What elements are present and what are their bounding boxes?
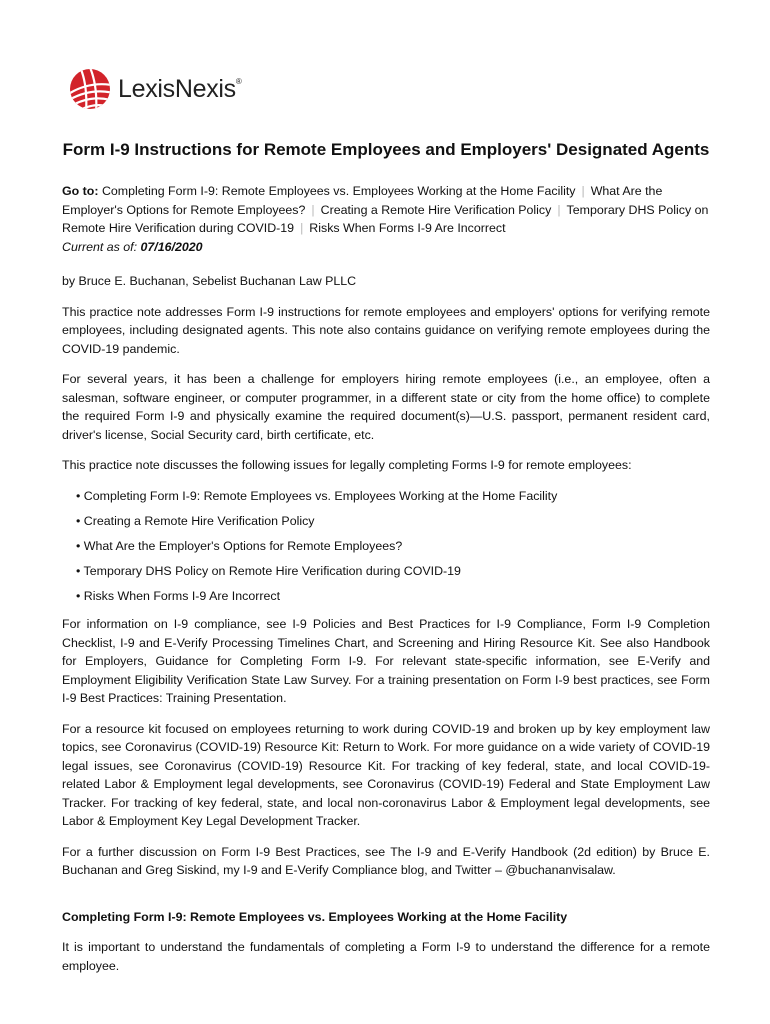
goto-link-employer-options[interactable]: What Are the Employer's Options for Remote Employees? [62, 184, 663, 217]
goto-separator: | [581, 184, 585, 198]
goto-separator: | [557, 202, 561, 217]
list-item[interactable]: • What Are the Employer's Options for Remote Employees? [76, 538, 403, 553]
list-item[interactable]: • Completing Form I-9: Remote Employees vs. Employees Working at the Home Facility [76, 488, 558, 503]
goto-link-risks[interactable]: Risks When Forms I-9 Are Incorrect [309, 221, 506, 235]
section-heading: Completing Form I-9: Remote Employees vs. Employees Working at the Home Facility [62, 909, 568, 924]
goto-link-temporary-dhs-policy[interactable]: Temporary DHS Policy on Remote Hire Verification during COVID-19 [62, 202, 709, 235]
goto-link-completing-form[interactable]: Completing Form I-9: Remote Employees vs. Employees Working at the Home Facility [101, 184, 576, 198]
intro-paragraph-1: This practice note addresses Form I-9 instructions for remote employees and employers' options for verifying remote employees, including designated agents. This note also contains guidance on verifying remote employees during the COVID-19 pandemic. [62, 304, 710, 356]
intro-paragraph-2: For several years, it has been a challenge for employers hiring remote employees (i.e., an employee, often a salesman, software engineer, or computer programmer, in a different state or city from the home office) to complete the required Form I-9 and physically examine the required document(s)—U.S. passport, permanent resident card, driver's license, Social Security card, birth certificate, etc. [62, 372, 710, 442]
current-date: 07/16/2020 [140, 239, 203, 254]
document-page [62, 138, 710, 987]
goto-separator: | [300, 221, 304, 235]
list-item[interactable]: • Creating a Remote Hire Verification Policy [76, 513, 315, 528]
goto-label: Go to: [62, 184, 99, 198]
lexisnexis-globe-icon [68, 67, 112, 111]
current-as-of: Current as of: 07/16/2020 [62, 239, 203, 254]
goto-link-verification-policy[interactable]: Creating a Remote Hire Verification Policy [320, 202, 552, 217]
covid-resources-paragraph: For a resource kit focused on employees returning to work during COVID-19 and broken up by key employment law topics, see Coronavirus (COVID-19) Resource Kit: Return to Work. For more guidance on a wide variety of COVID-19 legal issues, see Coronavirus (COVID-19) Resource Kit. For tracking of key federal, state, and local COVID-19-related Labor & Employment legal developments, see Coronavirus (COVID-19) Federal and State Employment Law Tracker. For tracking of key federal, state, and local non-coronavirus Labor & Employment legal developments, see Labor & Employment Key Legal Development Tracker. [62, 721, 710, 828]
logo-text: LexisNexis® [118, 74, 242, 103]
further-discussion-paragraph: For a further discussion on Form I-9 Best Practices, see The I-9 and E-Verify Handbook (2d edition) by Bruce E. Buchanan and Greg Siskind, my I-9 and E-Verify Compliance blog, and Twitter – @buchananvisalaw. [62, 844, 710, 877]
compliance-paragraph: For information on I-9 compliance, see I-9 Policies and Best Practices for I-9 Compliance, Form I-9 Completion Checklist, I-9 and E-Verify Processing Timelines Chart, and Screening and Hiring Resource Kit. See also Handbook for Employers, Guidance for Completing Form I-9. For relevant state-specific information, see E-Verify and Employment Eligibility Verification State Law Survey. For a training presentation on Form I-9 best practices, see Form I-9 Best Practices: Training Presentation. [62, 617, 710, 705]
goto-separator: | [311, 202, 315, 217]
list-item[interactable]: • Temporary DHS Policy on Remote Hire Verification during COVID-19 [76, 563, 461, 578]
byline: by Bruce E. Buchanan, Sebelist Buchanan Law PLLC [62, 274, 357, 288]
goto-navigation [62, 182, 710, 238]
issues-list [62, 487, 710, 606]
intro-paragraph-3: This practice note discusses the following issues for legally completing Forms I-9 for remote employees: [62, 458, 632, 472]
section-paragraph: It is important to understand the fundamentals of completing a Form I-9 to understand the difference for a remote employee. [62, 940, 710, 973]
page-title: Form I-9 Instructions for Remote Employees and Employers' Designated Agents [62, 140, 710, 159]
lexisnexis-logo [68, 66, 241, 112]
list-item[interactable]: • Risks When Forms I-9 Are Incorrect [76, 588, 281, 603]
